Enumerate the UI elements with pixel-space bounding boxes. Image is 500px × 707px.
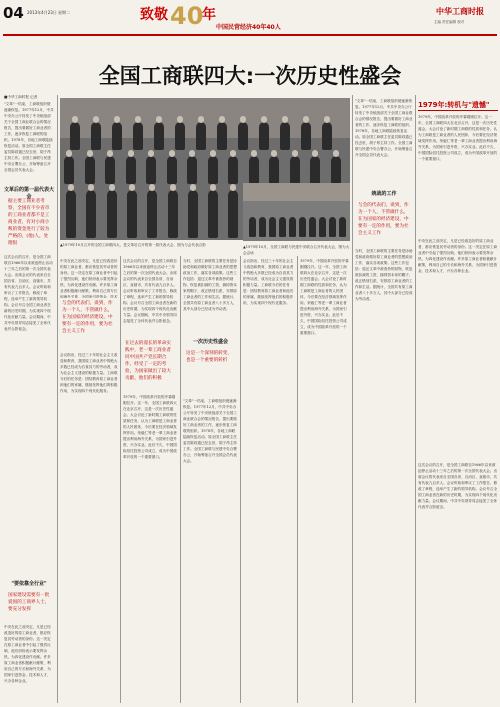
person-body bbox=[188, 190, 198, 238]
person-head bbox=[210, 184, 216, 191]
col-divider-4 bbox=[240, 256, 241, 703]
person-body bbox=[301, 122, 311, 150]
photo2-caption: ▲1979年10月，全国工商联与民建中央联合召开代表大会，图为大会会场 bbox=[243, 245, 350, 255]
person-head bbox=[190, 184, 196, 191]
person-body bbox=[259, 122, 269, 150]
banner-subtitle: 中国民营经济40年40人 bbox=[216, 24, 281, 31]
col3-text-a: 这次会议的召开，是全国工商联自1966年以来被迫停止活动十三年之后的第一次全国代表大会。出席会议的代表来自全国各省、自治区、直辖市，共有代表九百多人。会议听取和审议了工作报告，修改了章程，选举产生了新的领导机构。会议号召全国工商业者在新的历史时期，为实现四个现代化贡献力量。会议期间，中共中央领导同志接见了全体代表并合影留念。 bbox=[123, 259, 177, 323]
person-body bbox=[208, 156, 218, 184]
subhead-4: 统战的工作 bbox=[371, 191, 397, 197]
col7-text-b: 当时，全国工商联的主要任务是协助党和政府做好原工商业者的思想政治工作，落实各项政策。这些工作包括：退还文革中被查抄的财物，恢复被扣减的工资，摘掉资本家的帽子，改正错划右派，安排原工商业者的工作和生活。据统计，全国共有原工商业者八十多万人，其中大部分已经成为劳动者。 bbox=[355, 249, 413, 301]
person-head bbox=[135, 116, 141, 123]
attendee bbox=[299, 217, 306, 237]
col8-text-a: 1979年，中国改革开放的序幕刚刚拉开。这一年，全国工商联四大在北京召开，这是一次历史性盛会。大会讨论了新时期工商联的性质和任务，认为工商联是工商业者的人民团体，今后要在经济领域发挥作用。荣毅仁等老一辈工商业者提出利用海外关系，为国家引进外资，兴办实业。此后不久，中国国际信托投资公司成立，成为中国改革开放的一个重要窗口。 bbox=[418, 115, 498, 161]
person-head bbox=[177, 116, 183, 123]
col1-text-b: 这次会议的召开，是全国工商联自1966年以来被迫停止活动十三年之后的第一次全国代表大会。出席会议的代表来自全国各省、自治区、直辖市，共有代表九百多人。会议听取和审议了工作报告，修改了章程，选举产生了新的领导机构。会议号召全国工商业者在新的历史时期，为实现四个现代化贡献力量。会议期间，中共中央领导同志接见了全体代表并合影留念。 bbox=[4, 255, 53, 331]
person-body bbox=[217, 122, 227, 150]
col2-text-b: 中央在此之前决定，凡是已经改造好的原工商业者，都应恢复其劳动者的身份。这一决定在原工商业者中引起了强烈反响，他们纷纷表示要发挥余热，为四化建设作贡献。许多原工商业者积极献计献策，利用自己的专长和海外关系，为国家引进资金、技术 bbox=[60, 259, 118, 298]
person-head bbox=[261, 116, 267, 123]
person-body bbox=[112, 122, 122, 150]
person-body bbox=[280, 122, 290, 150]
person-head bbox=[312, 150, 318, 157]
person-head bbox=[66, 150, 72, 157]
col-divider-6 bbox=[352, 95, 353, 703]
col5-text-a: 会议指出，经过三十年的社会主义改造和教育，我国原工商业者中的绝大多数已经成为自食其力的劳动者，成为社会主义建设的积极力量。工商联今后的任务是：团结教育原工商业者和他们的家属，继续发挥他们的积极作用，为实现四个现代化服务。 bbox=[243, 259, 294, 305]
col8-text-c: 这次会议的召开，是全国工商联自1966年以来被迫停止活动十三年之后的第一次全国代表大会。出席会议的代表来自全国各省、自治区、直辖市，共有代表九百多人。会议听取和审议了工作报告，修改了章程，选举产生了新的领导机构。会议号召全国工商业者在新的历史时期，为实现四个现代化贡献力量。会议期间，中共中央领导同志接见了全体代表并合影留念。 bbox=[418, 463, 498, 509]
pullquote-3: 与会的代表们，谈到，作为一个人，不管做什么，在为国家的经济建设，中要有一定的作用，要为社会主义工作 bbox=[62, 301, 113, 334]
person-body bbox=[228, 156, 238, 184]
person-body bbox=[64, 156, 74, 184]
col-divider-2 bbox=[120, 256, 121, 703]
person-head bbox=[149, 184, 155, 191]
issue-weekday: 星期二 bbox=[58, 10, 70, 15]
person-head bbox=[169, 150, 175, 157]
person-body bbox=[167, 156, 177, 184]
person-head bbox=[156, 116, 162, 123]
banner-nian: 年 bbox=[202, 7, 216, 23]
page-number: 04 bbox=[3, 4, 24, 22]
person-head bbox=[303, 116, 309, 123]
attendee bbox=[259, 217, 266, 237]
col8-text-b: 中央在此之前决定，凡是已经改造好的原工商业者，都应恢复其劳动者的身份。这一决定在原工商业者中引起了强烈反响，他们纷纷表示要发挥余热，为四化建设作贡献。许多原工商业者积极献计献策，利用自己的专长和海外关系，为国家引进资金、技术和人才，兴办各种企业。 bbox=[418, 239, 498, 273]
person-body bbox=[196, 122, 206, 150]
person-head bbox=[324, 116, 330, 123]
col4-text-a: 当时，全国工商联的主要任务是协助党和政府做好原工商业者的思想政治工作，落实各项政策。这些工作包括：退还文革中被查抄的财物，恢复被扣减的工资，摘掉资本家的帽子，改正错划右派，安排原工商业者的工作和生活。据统计，全国共有原工商业者八十多万人，其中大部分已经成为劳动者。 bbox=[183, 259, 237, 311]
issue-date: 2013年4月23日 bbox=[27, 10, 57, 15]
pullquote-4: 在过去的漫长的革命实践中，老一辈工商业者同中国共产党长期合作，经受了一定的考验，为国家做出了较大贡献，他们的积极 bbox=[125, 341, 171, 381]
person-head bbox=[240, 116, 246, 123]
attendee bbox=[289, 217, 296, 237]
subhead-2: "要依靠全行业" bbox=[11, 581, 47, 587]
person-head bbox=[148, 150, 154, 157]
pullquote-5: 这是一个深刻的转变，也是一个重要的转折 bbox=[186, 351, 232, 363]
col-divider-1 bbox=[57, 95, 58, 703]
pullquote-1: 据主要工商业者考察，全国有不少省市的工商业者都不是工商业者，有对小商小贩的资金进行了较为严格的，(他)人，处理很 bbox=[8, 199, 50, 246]
person-body bbox=[105, 156, 115, 184]
banner-zhi: 致敬 bbox=[140, 7, 168, 23]
person-body bbox=[133, 122, 143, 150]
person-body bbox=[249, 156, 259, 184]
meeting-banner bbox=[243, 183, 350, 201]
col6-text-a: 1979年，中国改革开放的序幕刚刚拉开。这一年，全国工商联四大在北京召开，这是一次历史性盛会。大会讨论了新时期工商联的性质和任务，认为工商联是工商业者的人民团体，今后要在经济领域发挥作用。荣毅仁等老一辈工商业者提出利用海外关系，为国家引进外资，兴办实业。此后不久，中国国际信托投资公司成立，成为中国改革开放的一个重要窗口。 bbox=[300, 259, 349, 335]
person-body bbox=[228, 190, 238, 238]
person-head bbox=[210, 150, 216, 157]
person-body bbox=[208, 190, 218, 238]
person-head bbox=[282, 116, 288, 123]
pullquote-6: 与会的代表们，谈到，作为一个人，不管做什么，在为国家的经济建设，中要有一定的作用，要为社会主义工作 bbox=[358, 203, 409, 236]
attendee bbox=[279, 217, 286, 237]
person-body bbox=[70, 122, 80, 150]
sidebar-title-rule bbox=[418, 110, 498, 111]
subhead-3: 一次历史性盛会 bbox=[192, 339, 228, 345]
meeting-photo bbox=[243, 183, 350, 241]
attendee bbox=[309, 217, 316, 237]
masthead-sub: 主编 责任编辑 校对 bbox=[434, 20, 465, 24]
person-head bbox=[333, 150, 339, 157]
person-head bbox=[114, 116, 120, 123]
person-body bbox=[238, 122, 248, 150]
col-divider-7 bbox=[415, 95, 416, 703]
person-body bbox=[146, 156, 156, 184]
person-body bbox=[147, 190, 157, 238]
person-head bbox=[107, 150, 113, 157]
subhead-1: 文革后的第一届代表大会 bbox=[4, 187, 55, 200]
person-head bbox=[128, 150, 134, 157]
person-body bbox=[66, 190, 76, 238]
col2-text-c: 会议指出，经过三十年的社会主义改造和教育，我国原工商业者中的绝大多数已经成为自食其力的劳动者，成为社会主义建设的积极力量。工商联今后的任务是：团结教育原工商业者和他们的家属，继续发挥他们的积极作用，为实现四个现代化服务。 bbox=[60, 353, 118, 393]
person-head bbox=[68, 184, 74, 191]
person-head bbox=[170, 184, 176, 191]
attendee bbox=[249, 217, 256, 237]
person-body bbox=[107, 190, 117, 238]
person-head bbox=[72, 116, 78, 123]
banner bbox=[140, 2, 330, 34]
col-divider-3 bbox=[180, 256, 181, 703]
person-body bbox=[168, 190, 178, 238]
person-head bbox=[251, 150, 257, 157]
person-head bbox=[219, 116, 225, 123]
person-body bbox=[86, 190, 96, 238]
person-head bbox=[109, 184, 115, 191]
attendee bbox=[339, 217, 346, 237]
person-body bbox=[126, 156, 136, 184]
col7-text-a: "文革"一结束，工商联组织便逐渐恢复。1977年12月，中共中央办公厅转发了中央统战部关于全国工商业联合会的情况报告，提出要做好工商业者的工作，逐步恢复工商联的组织。1978年，各地工商联陆续恢复活动。原全国工商联主任委员陈叔通已经去世，胡子昂主持工作。全国工商联与民建中央合署办公，开始筹备召开全国会员代表大会。 bbox=[355, 99, 413, 157]
person-body bbox=[290, 156, 300, 184]
sidebar-title: 1979年:转机与"遗憾" bbox=[418, 101, 490, 109]
person-head bbox=[292, 150, 298, 157]
person-body bbox=[331, 156, 341, 184]
col-divider-5 bbox=[297, 256, 298, 703]
person-head bbox=[198, 116, 204, 123]
headline: 全国工商联四大:一次历史性盛会 bbox=[98, 64, 402, 88]
person-body bbox=[91, 122, 101, 150]
person-body bbox=[154, 122, 164, 150]
byline: ■中华工商时报 记者 bbox=[4, 95, 38, 99]
person-head bbox=[93, 116, 99, 123]
person-body bbox=[175, 122, 185, 150]
person-head bbox=[87, 150, 93, 157]
masthead: 中华工商时报 bbox=[436, 7, 484, 16]
photo1-caption: ▲1979年10月召开的全国工商联四大，是文革后召开的第一届代表大会，图为与会代表合影 bbox=[60, 243, 206, 247]
person-body bbox=[85, 156, 95, 184]
person-body bbox=[187, 156, 197, 184]
person-body bbox=[322, 122, 332, 150]
person-head bbox=[189, 150, 195, 157]
attendee bbox=[329, 217, 336, 237]
person-head bbox=[230, 150, 236, 157]
col1-text-c: 中央在此之前决定，凡是已经改造好的原工商业者，都应恢复其劳动者的身份。这一决定在原工商业者中引起了强烈反响，他们纷纷表示要发挥余热，为四化建设作贡献。许多原工商业者积极献计献策，利用自己的专长和海外关系，为国家引进资金、技术和人才，兴办各种企业。 bbox=[4, 625, 51, 683]
col1-text-a: "文革"一结束，工商联组织便逐渐恢复。1977年12月，中共中央办公厅转发了中央统战部关于全国工商业联合会的情况报告，提出要做好工商业者的工作，逐步恢复工商联的组织。1978年，各地工商联陆续恢复活动。原全国工商联主任委员陈叔通已经去世，胡子昂主持工作。全国工商联与民建中央合署办公，开始筹备召开全国会员代表大会。 bbox=[4, 102, 54, 172]
person-head bbox=[271, 150, 277, 157]
person-body bbox=[127, 190, 137, 238]
col4-text-b: "文革"一结束，工商联组织便逐渐恢复。1977年12月，中共中央办公厅转发了中央统战部关于全国工商业联合会的情况报告，提出要做好工商业者的工作，逐步恢复工商联的组织。1978年，各地工商联陆续恢复活动。原全国工商联主任委员陈叔通已经去世，胡子昂主持工作。全国工商联与民建中央合署办公，开始筹备召开全国会员代表大会。 bbox=[183, 399, 237, 463]
person-head bbox=[129, 184, 135, 191]
header-rule bbox=[3, 34, 497, 36]
person-body bbox=[269, 156, 279, 184]
col3-text-b: 1979年，中国改革开放的序幕刚刚拉开。这一年，全国工商联四大在北京召开，这是一次历史性盛会。大会讨论了新时期工商联的性质和任务，认为工商联是工商业者的人民团体，今后要在经济领域发挥作用。荣毅仁等老一辈工商业者提出利用海外关系，为国家引进外资，兴办实业。此后不久，中国国际信托投资公司成立，成为中国改革开放的一个重要窗口。 bbox=[123, 395, 177, 459]
attendee bbox=[319, 217, 326, 237]
person-body bbox=[310, 156, 320, 184]
banner-40: 40 bbox=[170, 2, 204, 30]
pullquote-2: 国家建设需要有一批爱国的工商界人士，要充分发挥 bbox=[8, 593, 50, 612]
attendee bbox=[269, 217, 276, 237]
